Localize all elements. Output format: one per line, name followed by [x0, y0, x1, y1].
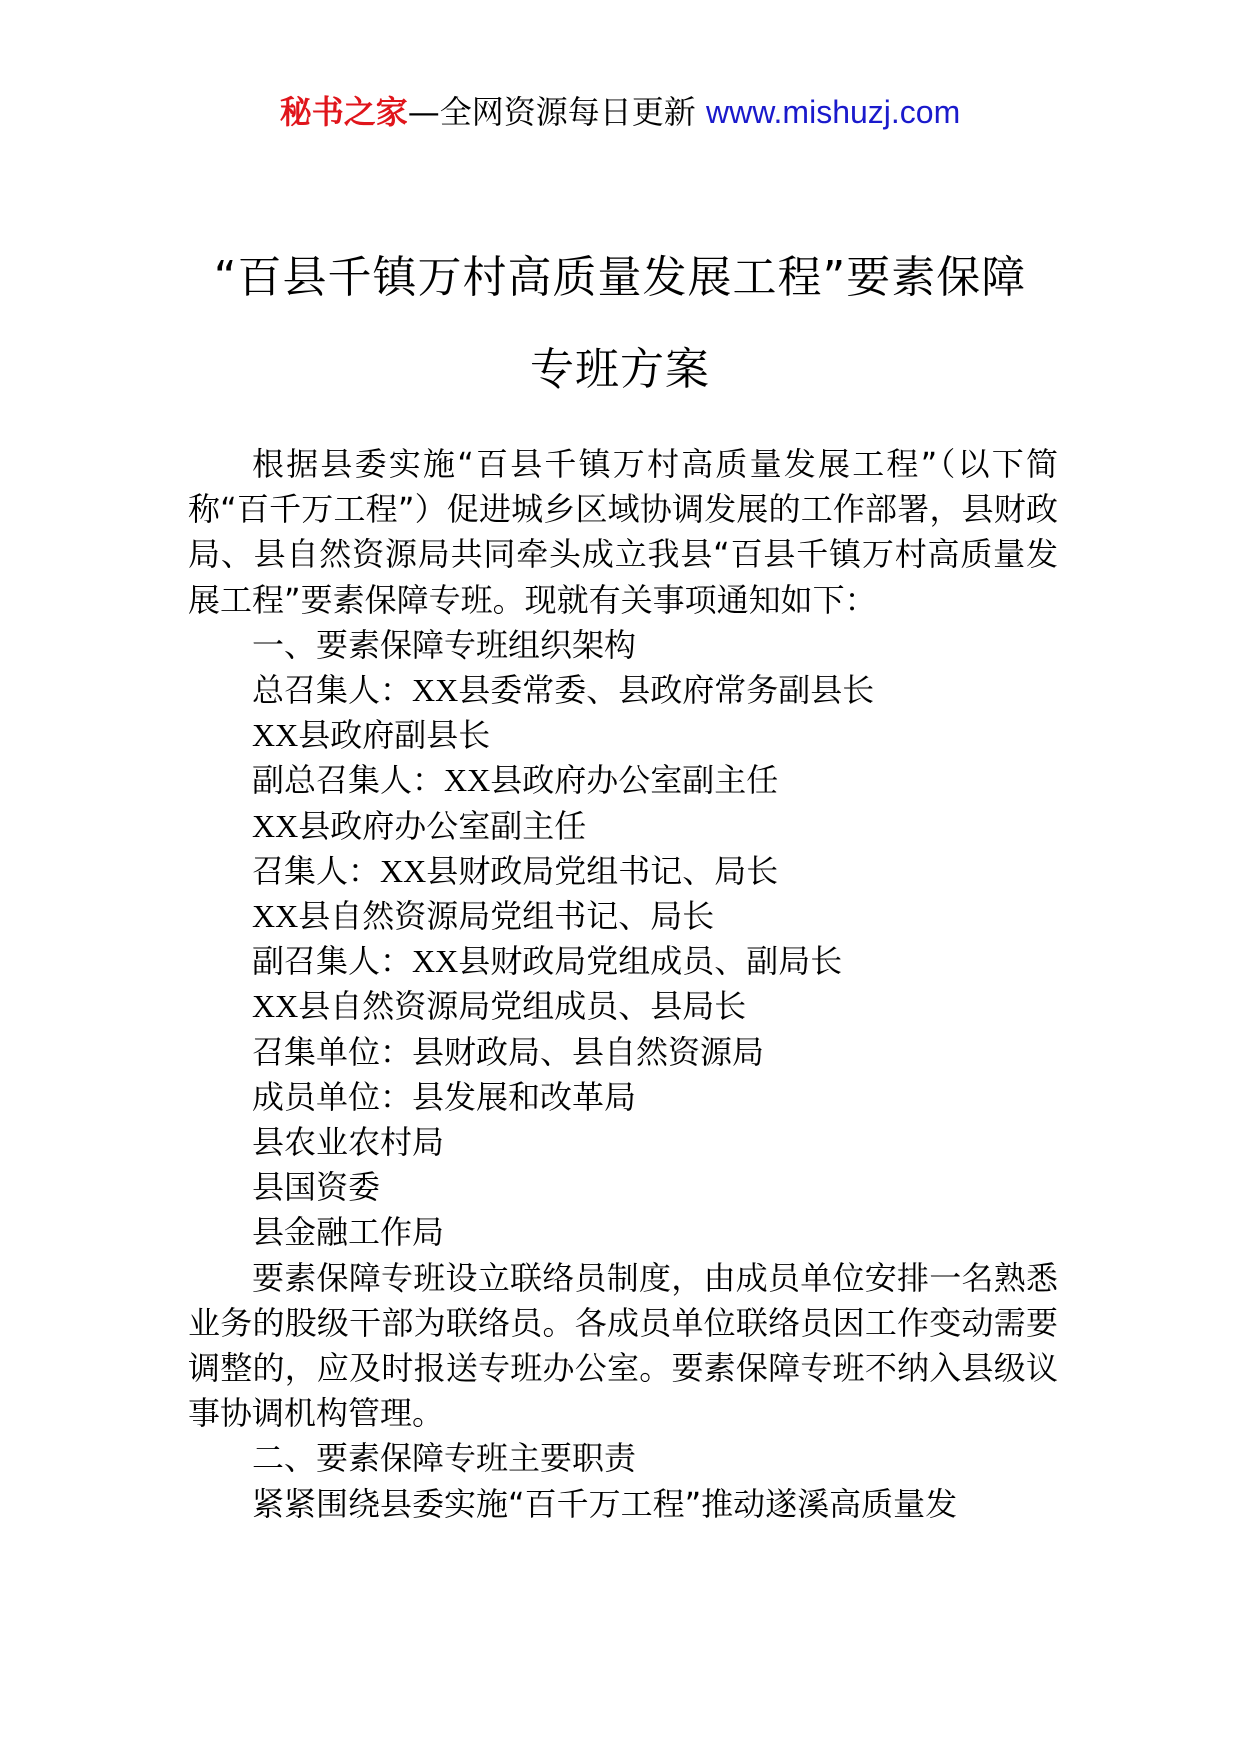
- site-url[interactable]: www.mishuzj.com: [705, 94, 961, 130]
- deputy-chief-label: 副总召集人：: [252, 761, 445, 800]
- deputy-convener-2: XX县自然资源局党组成员、县局长: [252, 988, 747, 1025]
- chief-convener-line-1: [188, 668, 1058, 713]
- member-units-line-1: [188, 1075, 1058, 1120]
- convener-line-1: [188, 849, 1058, 894]
- deputy-convener-line-1: [188, 939, 1058, 984]
- member-unit: 县国资委: [252, 1168, 381, 1207]
- chief-convener-2: XX县政府副县长: [252, 717, 491, 754]
- site-header: [0, 92, 1240, 132]
- intro-paragraph: 根据县委实施“百县千镇万村高质量发展工程”（以下简称“百千万工程”）促进城乡区域协调发展的工作部署，县财政局、县自然资源局共同牵头成立我县“百县千镇万村高质量发展工程”要素保障专班。现就有关事项通知如下：: [188, 445, 1058, 619]
- document-body: [188, 442, 1058, 1527]
- document-title: [150, 232, 1090, 416]
- liaison-paragraph: 要素保障专班设立联络员制度，由成员单位安排一名熟悉业务的股级干部为联络员。各成员单位联络员因工作变动需要调整的，应及时报送专班办公室。要素保障专班不纳入县级议事协调机构管理。: [188, 1258, 1058, 1433]
- site-brand: 秘书之家: [279, 93, 408, 131]
- convening-units: 召集单位：县财政局、县自然资源局: [252, 1032, 765, 1071]
- member-unit: 县金融工作局: [252, 1213, 445, 1252]
- duties-paragraph: 紧紧围绕县委实施“百千万工程”推动遂溪高质量发: [252, 1484, 958, 1523]
- member-units-label: 成员单位：: [252, 1077, 413, 1116]
- chief-convener-label: 总召集人：: [252, 671, 413, 710]
- deputy-chief-1: XX县政府办公室副主任: [444, 762, 779, 799]
- member-unit: 县发展和改革局: [412, 1077, 637, 1116]
- chief-convener-1: XX县委常委、县政府常务副县长: [412, 672, 875, 709]
- deputy-chief-2: XX县政府办公室副主任: [252, 807, 587, 844]
- deputy-convener-1: XX县财政局党组成员、副局长: [412, 943, 843, 980]
- document-title-line-1: “百县千镇万村高质量发展工程”要素保障: [213, 252, 1027, 303]
- site-tagline: —全网资源每日更新: [407, 93, 706, 131]
- convener-label: 召集人：: [252, 851, 381, 890]
- convener-1: XX县财政局党组书记、局长: [380, 852, 779, 889]
- section-heading-1: 一、要素保障专班组织架构: [252, 625, 637, 664]
- document-title-line-2: 专班方案: [530, 344, 710, 395]
- member-unit: 县农业农村局: [252, 1123, 445, 1162]
- section-heading-2: 二、要素保障专班主要职责: [252, 1439, 637, 1478]
- deputy-chief-line-1: [188, 758, 1058, 803]
- convener-2: XX县自然资源局党组书记、局长: [252, 898, 715, 935]
- deputy-convener-label: 副召集人：: [252, 942, 413, 981]
